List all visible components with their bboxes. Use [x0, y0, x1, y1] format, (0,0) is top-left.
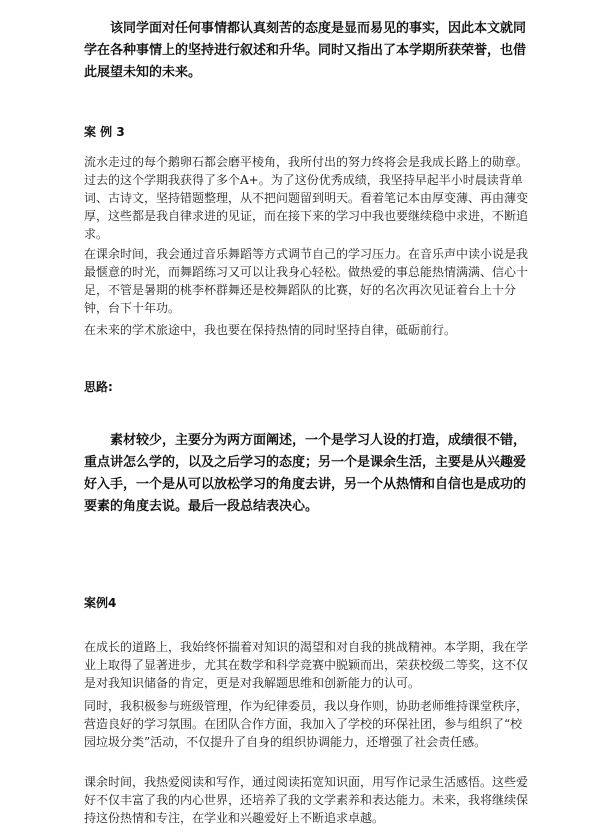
- thinking-paragraph: 素材较少，主要分为两方面阐述，一个是学习人设的打造，成绩很不错，重点讲怎么学的，以及之后学习的态度；另一个是课余生活，主要是从兴趣爱好入手，一个是从可以放松学习的角度去讲，另一个从热情和自信也是成功的要素的角度去说。最后一段总结表决心。: [84, 433, 527, 514]
- case4-paragraph-3: 课余时间，我热爱阅读和写作，通过阅读拓宽知识面，用写作记录生活感悟。这些爱好不仅丰富了我的内心世界，还培养了我的文学素养和表达能力。未来，我将继续保持这份热情和专注，在学业和兴趣爱好上不断追求卓越。: [84, 775, 529, 825]
- case3-heading: 案 例 3: [84, 125, 125, 139]
- case4-paragraph-1: 在成长的道路上，我始终怀揣着对知识的渴望和对自我的挑战精神。本学期，我在学业上取得了显著进步，尤其在数学和科学竞赛中脱颖而出，荣获校级二等奖，这不仅是对我知识储备的肯定，更是对我解题思维和创新能力的认可。: [84, 640, 529, 690]
- case3-paragraph-2: 在课余时间，我会通过音乐舞蹈等方式调节自己的学习压力。在音乐声中读小说是我最惬意的时光，而舞蹈练习又可以让我身心轻松。做热爱的事总能热情满满、信心十足，不管是暑期的桃李杯群舞还是校舞蹈队的比赛，好的名次再次见证着台上十分钟，台下十年功。: [84, 247, 529, 315]
- case3-paragraph-1: 流水走过的每个鹅卵石都会磨平棱角，我所付出的努力终将会是我成长路上的勋章。过去的这个学期我获得了多个A+。为了这份优秀成绩，我坚持早起半小时晨读背单词、古诗文，坚持错题整理，从不把问题留到明天。看着笔记本由厚变薄、再由薄变厚，这些都是我自律求进的见证，而在接下来的学习中我也要继续稳中求进，不断追求。: [84, 155, 529, 241]
- thinking-heading: 思路:: [84, 380, 113, 394]
- case3-paragraph-3: 在未来的学术旅途中，我也要在保持热情的同时坚持自律，砥砺前行。: [84, 323, 457, 337]
- case4-paragraph-2: 同时，我积极参与班级管理，作为纪律委员，我以身作则，协助老师维持课堂秩序，营造良好的学习氛围。在团队合作方面，我加入了学校的环保社团，参与组织了“校园垃圾分类”活动，不仅提升了自身的组织协调能力，还增强了社会责任感。: [84, 699, 529, 749]
- case4-heading: 案例4: [84, 596, 117, 610]
- intro-paragraph: 该同学面对任何事情都认真刻苦的态度是显而易见的事实，因此本文就同学在各种事情上的坚持进行叙述和升华。同时又指出了本学期所获荣誉，也借此展望未知的未来。: [84, 21, 527, 80]
